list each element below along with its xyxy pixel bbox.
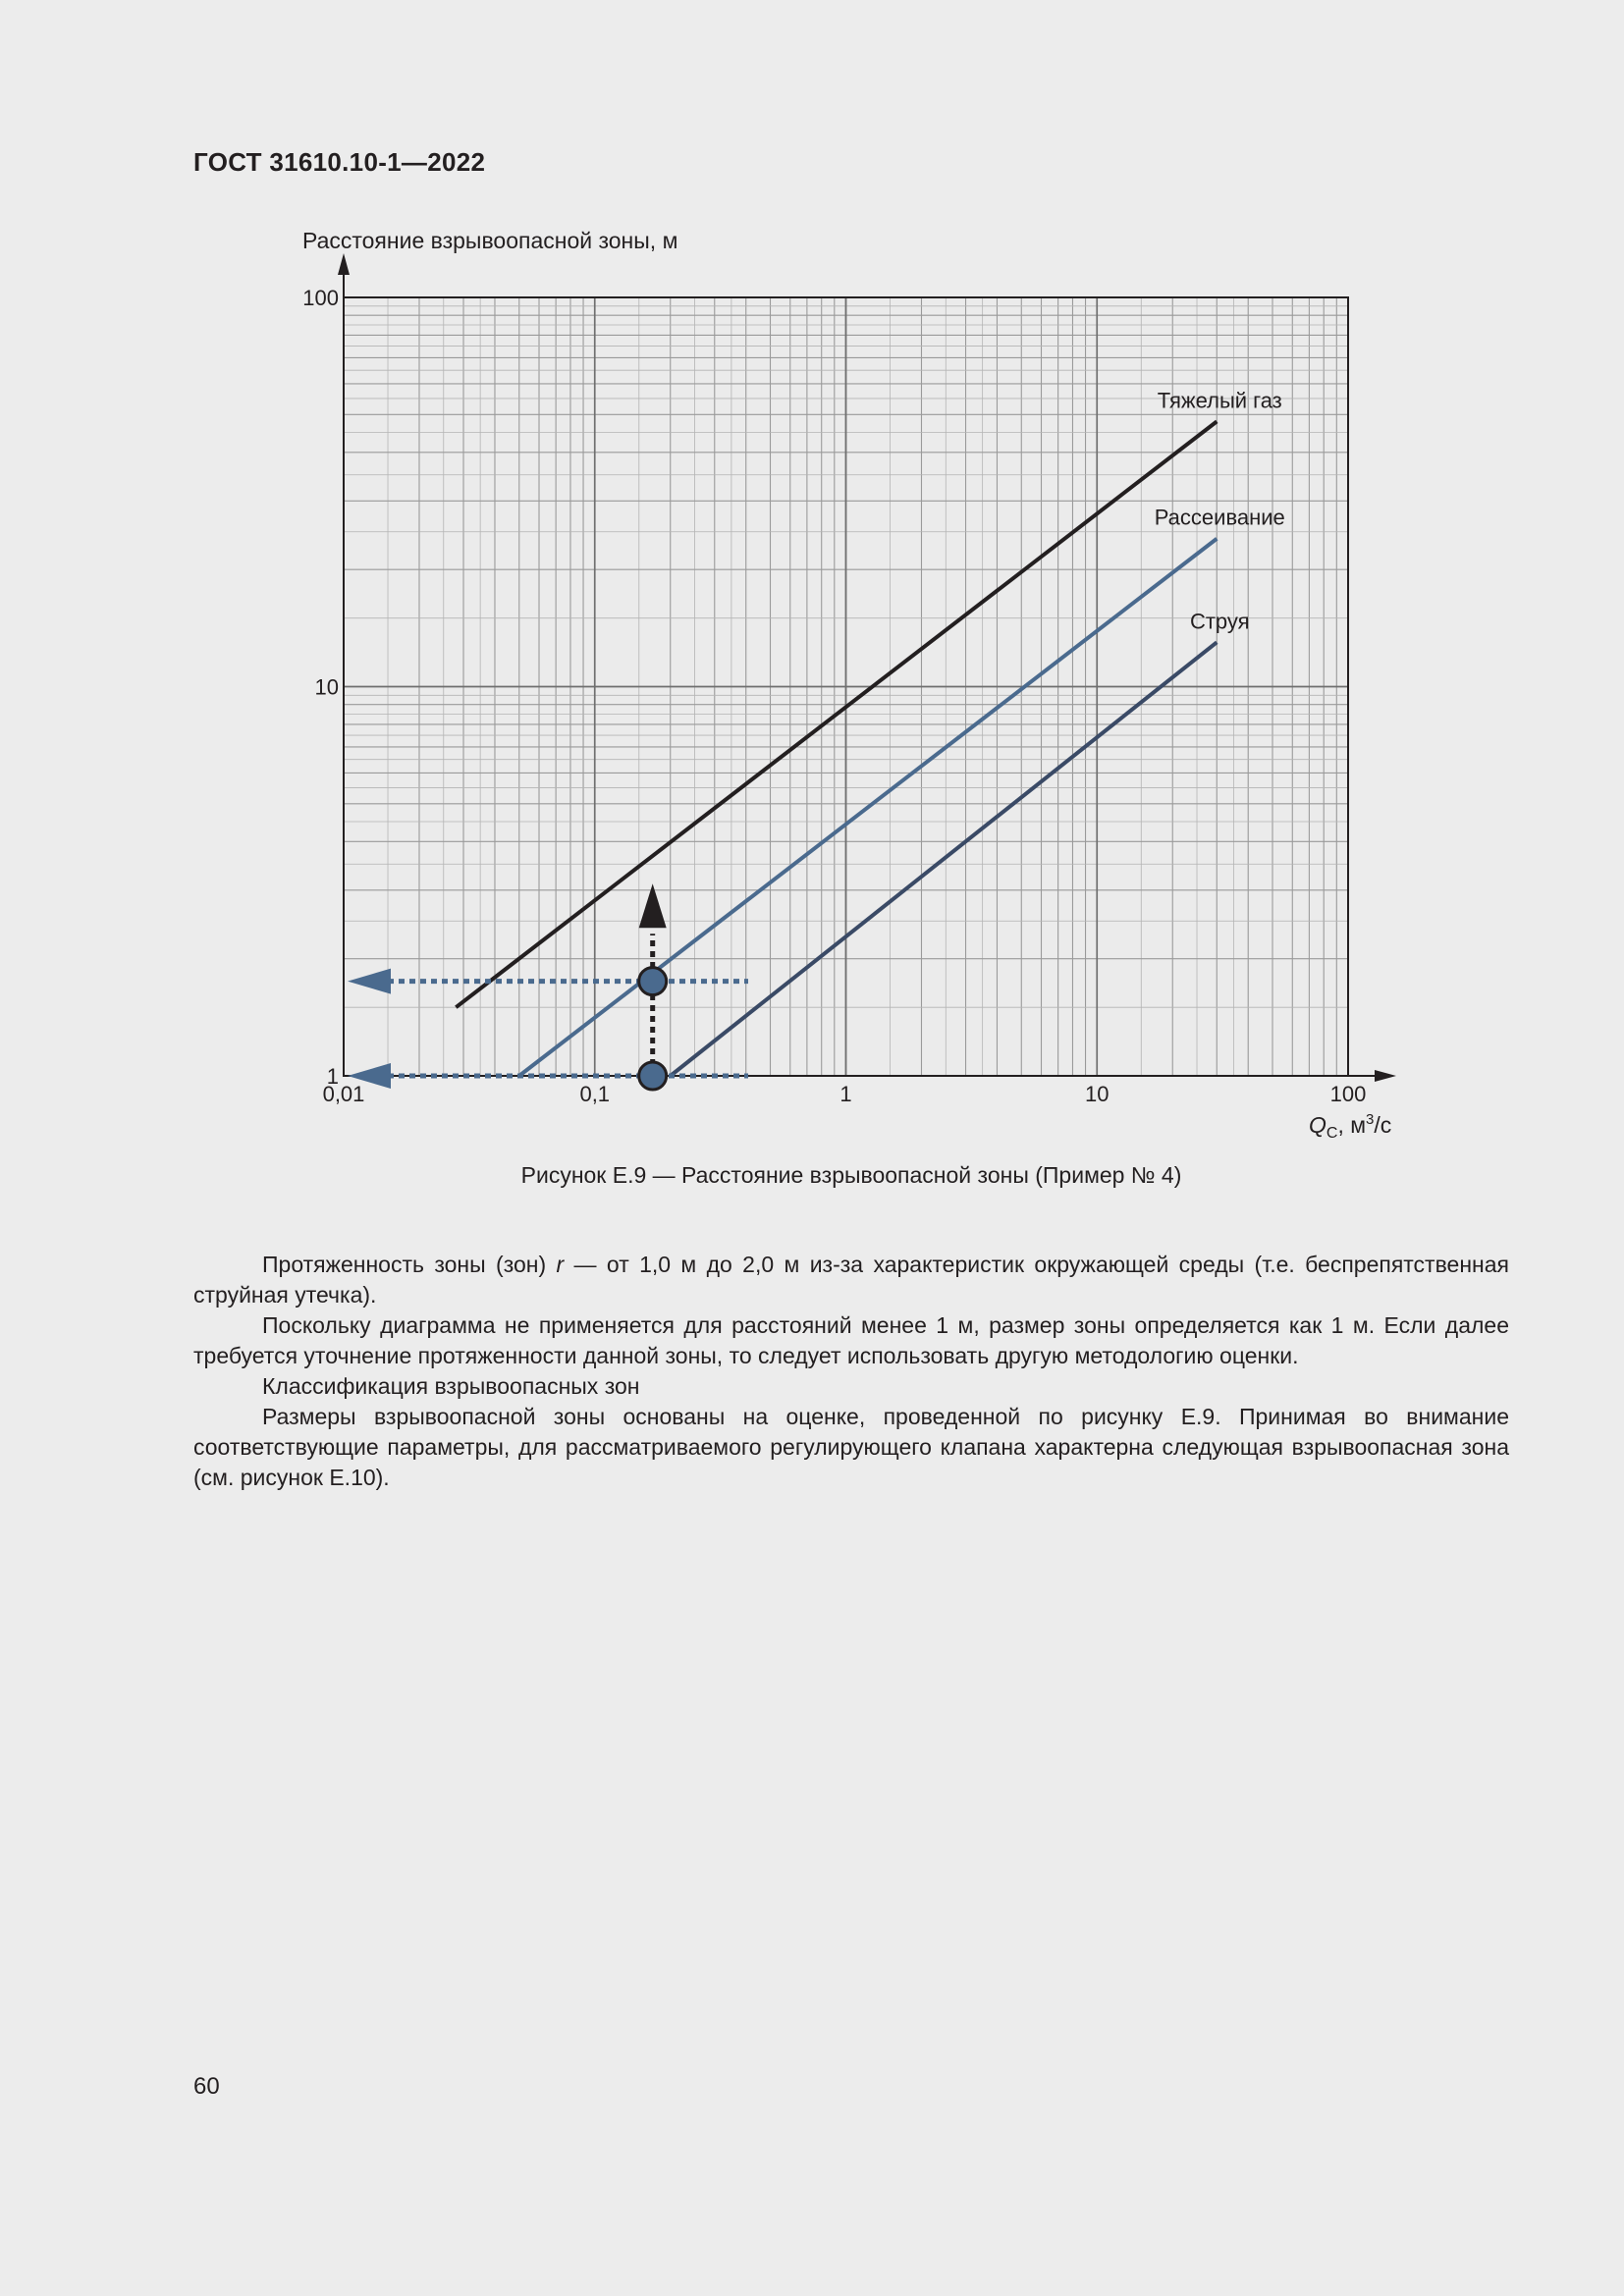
series-label: Струя — [1189, 609, 1250, 634]
page-number: 60 — [193, 2073, 220, 2100]
figure-caption: Рисунок Е.9 — Расстояние взрывоопасной зоны (Пример № 4) — [520, 1162, 1182, 1188]
example-point-marker — [639, 1062, 667, 1090]
x-axis-arrow — [1375, 1070, 1396, 1082]
x-tick-label: 0,1 — [579, 1082, 611, 1106]
x-axis-label: $Q_C$, $м^3/с$ — [1309, 1111, 1392, 1142]
y-axis-label: Расстояние взрывоопасной зоны, м — [302, 228, 678, 253]
y-axis-arrow — [338, 253, 350, 275]
x-tick-label: 10 — [1085, 1082, 1110, 1106]
y-tick-label: 100 — [302, 286, 339, 310]
paragraph-classification-heading: Классификация взрывоопасных зон — [262, 1373, 640, 1399]
y-tick-label: 1 — [326, 1064, 339, 1089]
paragraph-zone-sizes: Размеры взрывоопасной зоны основаны на оценке, проведенной по рисунку Е.9. Принимая во внимание соответствующие параметры, для рассматриваемого регулирующего клапана характерна следующая взрывоопасная зона (см. рисунок Е.10). — [193, 1404, 1509, 1490]
series-label: Рассеивание — [1154, 505, 1285, 530]
body-text — [193, 1250, 1509, 1493]
document-header: ГОСТ 31610.10-1—2022 — [193, 147, 486, 177]
paragraph-diagram-limits: Поскольку диаграмма не применяется для расстояний менее 1 м, размер зоны определяется как 1 м. Если далее требуется уточнение протяженности данной зоны, то следует использовать другую методологию оценки. — [193, 1312, 1509, 1368]
x-tick-label: 0,01 — [322, 1082, 365, 1106]
example-point-marker — [639, 968, 667, 995]
x-tick-label: 100 — [1329, 1082, 1367, 1106]
series-label: Тяжелый газ — [1157, 388, 1282, 413]
paragraph-zone-extent: Протяженность зоны (зон) r — от 1,0 м до 2,0 м из-за характеристик окружающей среды (т.е. беспрепятственная струйная утечка). — [193, 1252, 1509, 1308]
x-tick-label: 1 — [839, 1082, 852, 1106]
y-tick-label: 10 — [314, 674, 339, 700]
